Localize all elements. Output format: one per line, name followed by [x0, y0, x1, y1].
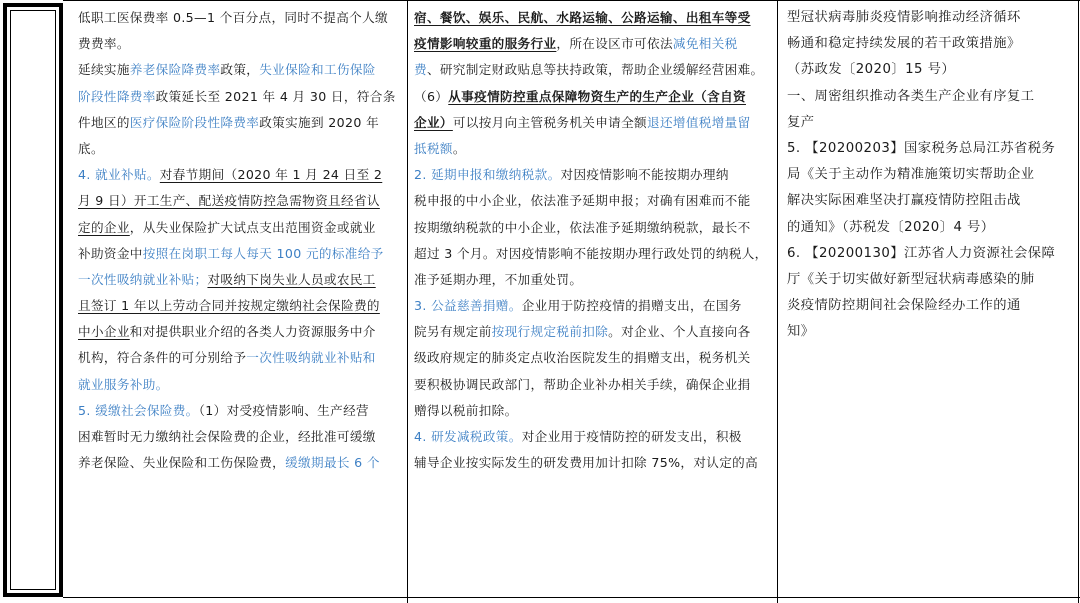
text-run: 炎疫情防控期间社会保险经办工作的通	[787, 298, 1021, 314]
text-run: 准予延期办理，不加重处罚。	[414, 271, 583, 287]
text-run: 政策延长至 2021 年 4 月 30 日，符合条	[155, 88, 396, 104]
text-run: 困难暂时无力缴纳社会保险费的企业，经批准可缓缴	[78, 429, 376, 444]
text-run: （1）对受疫情影响、生产经营	[198, 402, 369, 418]
text-run: 和对提供职业介绍的各类人力资源服务中介	[129, 324, 376, 340]
text-run: 费	[414, 62, 427, 78]
text-run: ，所在设区市可依法	[556, 36, 673, 52]
text-line	[787, 267, 1069, 293]
text-run: 定的企业	[78, 219, 130, 235]
text-run: 政策实施到 2020 年	[259, 114, 380, 130]
text-run: 养老保险、失业保险和工伤保险费，	[78, 455, 286, 471]
column-divider	[407, 0, 408, 603]
text-line	[787, 319, 1069, 345]
text-run: 疫情影响较重的服务行业	[414, 36, 557, 52]
text-run: 5. 缓缴社会保险费。	[78, 402, 199, 418]
text-run: 6. 【20200130】	[787, 245, 905, 261]
text-run: 对吸纳下岗失业人员或农民工	[207, 271, 376, 287]
text-line	[78, 345, 404, 371]
text-run: 畅通和稳定持续发展的若干政策措施》	[787, 36, 1021, 52]
text-run: 按照在岗职工每人每天 100 元的标准给予	[142, 245, 384, 261]
text-line	[414, 424, 774, 450]
text-run: 企业）	[414, 114, 453, 130]
text-run: 赠得以税前扣除。	[414, 402, 518, 418]
text-line	[787, 188, 1069, 214]
text-line	[78, 5, 404, 31]
text-run: 企业用于防控疫情的捐赠支出，在国务	[521, 298, 742, 314]
text-line	[414, 450, 774, 476]
text-run: 缓缴期最长 6 个	[285, 455, 380, 471]
text-run: 宿、餐饮、娱乐、民航、水路运输、公路运输、出租车等受	[414, 10, 751, 25]
text-run: 。对企业、个人直接向各	[608, 324, 751, 340]
left-index-cell	[3, 3, 63, 597]
text-run: 减免相关税	[672, 36, 738, 52]
text-line	[78, 450, 404, 476]
text-run: 级政府规定的肺炎定点收治医院发生的捐赠支出，税务机关	[414, 350, 751, 366]
text-run: 2. 延期申报和缴纳税款。	[414, 167, 561, 183]
text-run: 对春节期间（2020 年 1 月 24 日至 2	[159, 167, 383, 183]
text-run: 低职工医保费率 0.5—1 个百分点，同时不提高个人缴	[78, 10, 388, 25]
text-line	[414, 5, 774, 31]
text-line	[78, 136, 404, 162]
text-line	[414, 188, 774, 214]
text-line	[414, 110, 774, 136]
text-line	[78, 57, 404, 83]
text-line	[414, 319, 774, 345]
text-line	[78, 84, 404, 110]
column-social-insurance	[78, 5, 404, 476]
text-line	[787, 84, 1069, 110]
text-line	[78, 241, 404, 267]
text-line	[78, 267, 404, 293]
text-line	[787, 215, 1069, 241]
text-run: 养老保险降费率	[129, 62, 221, 78]
text-run: 政策，	[220, 62, 260, 78]
text-line	[414, 215, 774, 241]
text-run: 延续实施	[78, 62, 130, 78]
text-line	[787, 162, 1069, 188]
text-run: 费费率。	[78, 36, 130, 52]
text-run: 4. 研发减税政策。	[414, 429, 522, 444]
text-run: 补助资金中	[78, 245, 143, 261]
text-run: 、研究制定财政贴息等扶持政策，帮助企业缓解经营困难。	[426, 62, 764, 78]
text-line	[78, 293, 404, 319]
text-run: 辅导企业按实际发生的研发费用加计扣除 75%，对认定的高	[414, 455, 759, 471]
text-line	[78, 215, 404, 241]
text-run: 的通知》（苏税发〔2020〕4 号）	[787, 219, 995, 235]
text-run: 。	[452, 140, 466, 156]
text-run: 型冠状病毒肺炎疫情影响推动经济循环	[787, 10, 1021, 25]
text-run: 一次性吸纳就业补贴和	[246, 350, 376, 366]
text-run: 阶段性降费率	[78, 88, 156, 104]
text-line	[414, 57, 774, 83]
text-run: 机构，符合条件的可分别给予	[78, 350, 247, 366]
text-line	[78, 372, 404, 398]
text-run: （苏政发〔2020〕15 号）	[787, 62, 956, 78]
text-run: 超过 3 个月。对因疫情影响不能按期办理行政处罚的纳税人，	[414, 245, 768, 261]
text-line	[414, 267, 774, 293]
text-run: 抵税额	[414, 140, 453, 156]
text-run: ，从失业保险扩大试点支出范围资金或就业	[129, 219, 376, 235]
text-line	[787, 136, 1069, 162]
text-run: 局《关于主动作为精准施策切实帮助企业	[787, 167, 1035, 183]
text-run: 底。	[78, 140, 104, 156]
text-run: 一、周密组织推动各类生产企业有序复工	[787, 88, 1035, 104]
text-line	[787, 293, 1069, 319]
column-tax-policy	[414, 5, 774, 476]
text-run: 税申报的中小企业，依法准予延期申报；对确有困难而不能	[414, 193, 751, 209]
text-line	[414, 398, 774, 424]
text-run: 要积极协调民政部门，帮助企业补办相关手续，确保企业捐	[414, 376, 751, 392]
column-divider	[777, 0, 778, 603]
text-run: 江苏省人力资源社会保障	[904, 245, 1056, 261]
text-run: 复产	[787, 114, 815, 130]
text-line	[78, 162, 404, 188]
text-run: 4. 就业补贴。	[78, 167, 160, 183]
text-run: 且签订 1 年以上劳动合同并按规定缴纳社会保险费的	[78, 298, 380, 314]
text-run: （6）	[414, 88, 449, 104]
text-line	[78, 319, 404, 345]
text-run: 中小企业	[78, 324, 130, 340]
text-line	[414, 293, 774, 319]
text-run: 退还增值税增量留	[647, 114, 751, 130]
text-run: 国家税务总局江苏省税务	[904, 140, 1056, 156]
text-run: 医疗保险阶段性降费率	[129, 114, 260, 130]
text-line	[787, 31, 1069, 57]
text-line	[787, 5, 1069, 31]
text-line	[78, 31, 404, 57]
text-line	[414, 162, 774, 188]
text-line	[787, 57, 1069, 83]
text-run: 件地区的	[78, 114, 130, 130]
text-run: 3. 公益慈善捐赠。	[414, 298, 522, 314]
text-run: 失业保险和工伤保险	[259, 62, 376, 78]
table-bottom-border	[63, 597, 1080, 598]
text-line	[787, 110, 1069, 136]
text-line	[787, 241, 1069, 267]
text-line	[414, 31, 774, 57]
text-run: 5. 【20200203】	[787, 140, 905, 156]
text-run: 对因疫情影响不能按期办理纳	[560, 167, 729, 183]
column-policy-sources	[787, 5, 1069, 345]
text-run: 厅《关于切实做好新型冠状病毒感染的肺	[787, 271, 1035, 287]
text-run: 月 9 日）开工生产、配送疫情防控急需物资且经省认	[78, 193, 380, 209]
text-run: 知》	[787, 324, 815, 340]
text-line	[414, 84, 774, 110]
text-line	[78, 398, 404, 424]
text-line	[78, 424, 404, 450]
text-run: 院另有规定前	[414, 324, 492, 340]
text-run: 解决实际困难坚决打赢疫情防控阻击战	[787, 193, 1021, 209]
text-line	[414, 372, 774, 398]
text-run: 就业服务补助。	[78, 376, 169, 392]
text-line	[414, 136, 774, 162]
text-run: 可以按月向主管税务机关申请全额	[452, 114, 647, 130]
text-run: 一次性吸纳就业补贴；	[78, 271, 208, 287]
text-line	[414, 241, 774, 267]
text-run: 按现行规定税前扣除	[491, 324, 609, 340]
text-run: 按期缴纳税款的中小企业，依法准予延期缴纳税款，最长不	[414, 219, 751, 235]
text-line	[78, 110, 404, 136]
table-right-border	[1078, 0, 1079, 603]
table-top-border	[63, 0, 1080, 1]
text-line	[78, 188, 404, 214]
text-run: 对企业用于疫情防控的研发支出，积极	[521, 429, 742, 444]
text-run: 从事疫情防控重点保障物资生产的生产企业（含自资	[448, 88, 746, 104]
text-line	[414, 345, 774, 371]
